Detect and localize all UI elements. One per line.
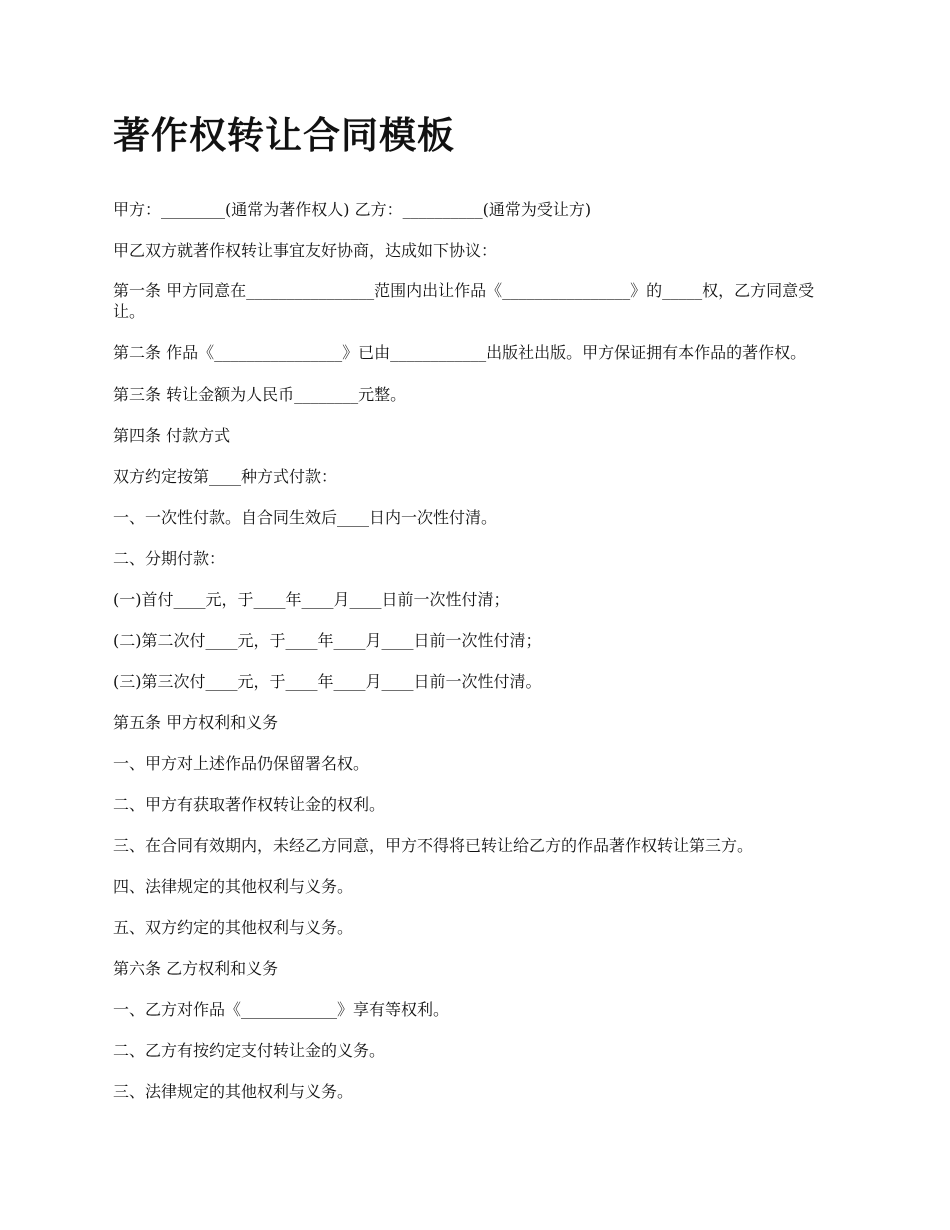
party-a-clause-1: 一、甲方对上述作品仍保留署名权。 (113, 754, 370, 773)
agreement-intro: 甲乙双方就著作权转让事宜友好协商，达成如下协议： (113, 241, 498, 260)
document-body (113, 108, 873, 1121)
payment-option-installments: 二、分期付款： (113, 549, 226, 568)
article-2: 第二条 作品《________________》已由____________出版社出版。甲方保证拥有本作品的著作权。 (113, 343, 807, 362)
party-b-clause-3: 三、法律规定的其他权利与义务。 (113, 1082, 354, 1101)
payment-option-lump-sum: 一、一次性付款。自合同生效后____日内一次性付清。 (113, 508, 498, 527)
installment-2: (二)第二次付____元，于____年____月____日前一次性付清； (113, 631, 542, 650)
parties-line: 甲方：________(通常为著作权人) 乙方：__________(通常为受让方) (113, 200, 592, 219)
party-a-clause-3: 三、在合同有效期内，未经乙方同意，甲方不得将已转让给乙方的作品著作权转让第三方。 (113, 836, 754, 855)
installment-3: (三)第三次付____元，于____年____月____日前一次性付清。 (113, 672, 542, 691)
payment-method-choice: 双方约定按第____种方式付款： (113, 467, 338, 486)
article-1: 第一条 甲方同意在________________范围内出让作品《________________》的_____权，乙方同意受让。 (113, 281, 815, 321)
party-b-clause-2: 二、乙方有按约定支付转让金的义务。 (113, 1041, 386, 1060)
article-4-heading: 第四条 付款方式 (113, 426, 231, 445)
article-5-heading: 第五条 甲方权利和义务 (113, 713, 279, 732)
article-3: 第三条 转让金额为人民币________元整。 (113, 385, 407, 404)
party-b-clause-1: 一、乙方对作品《____________》享有等权利。 (113, 1000, 450, 1019)
installment-1: (一)首付____元，于____年____月____日前一次性付清； (113, 590, 510, 609)
party-a-clause-2: 二、甲方有获取著作权转让金的权利。 (113, 795, 386, 814)
article-6-heading: 第六条 乙方权利和义务 (113, 959, 279, 978)
party-a-clause-4: 四、法律规定的其他权利与义务。 (113, 877, 354, 896)
party-a-clause-5: 五、双方约定的其他权利与义务。 (113, 918, 354, 937)
document-title: 著作权转让合同模板 (113, 114, 455, 157)
